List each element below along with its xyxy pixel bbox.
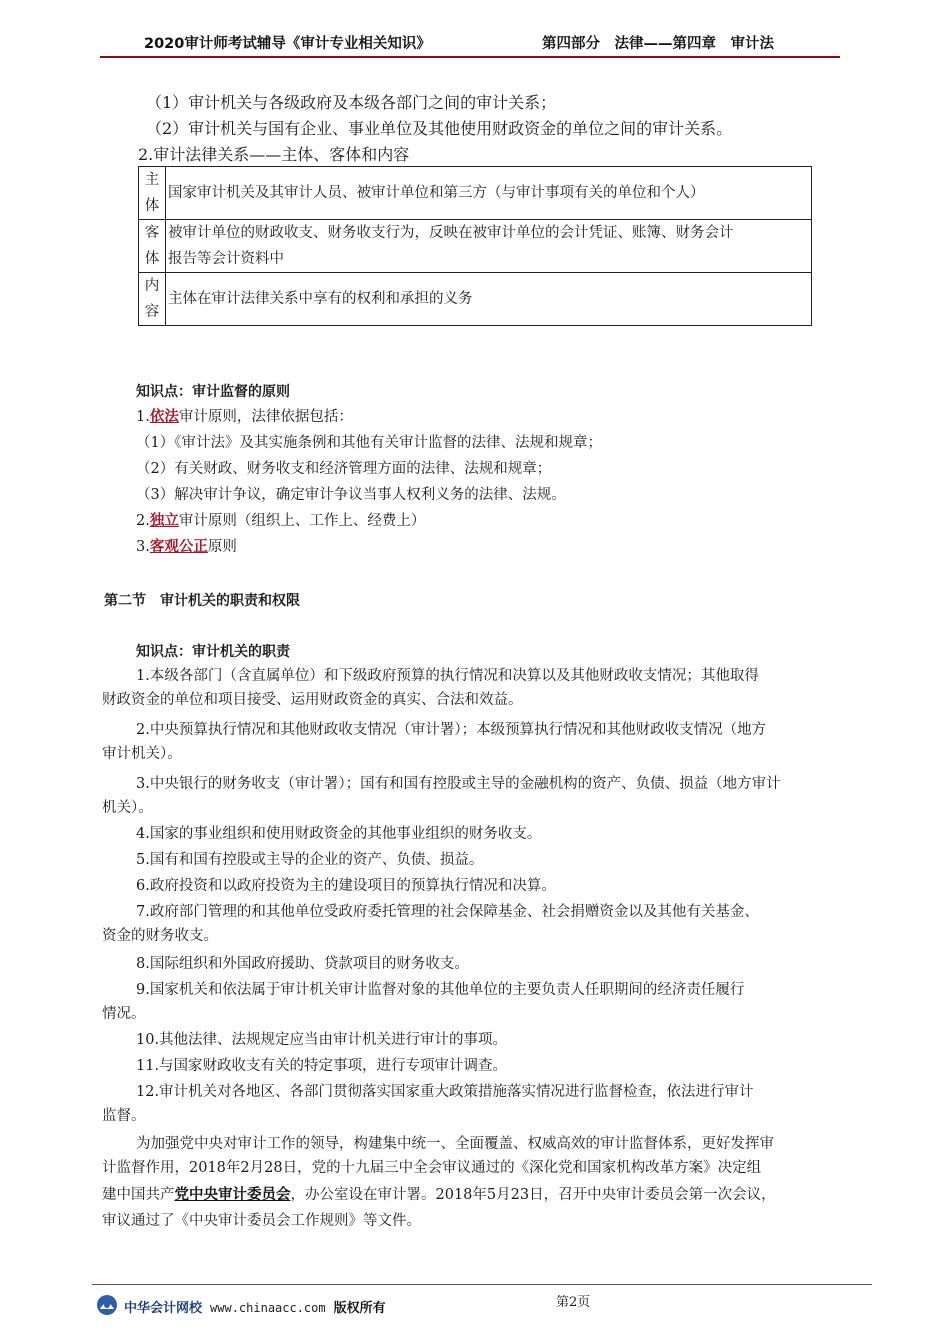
- table-row: [139, 220, 812, 273]
- legal-relation-table: [138, 166, 812, 326]
- header-rule: [100, 56, 840, 58]
- duty-12-line-1: 12.审计机关对各地区、各部门贯彻落实国家重大政策措施落实情况进行监督检查，依法进行审计: [136, 1084, 754, 1100]
- duty-2-line-2: 审计机关）。: [102, 746, 182, 762]
- chinaacc-logo-icon: [96, 1294, 118, 1316]
- duty-9-line-1: 9.国家机关和依法属于审计机关审计监督对象的其他单位的主要负责人任职期间的经济责任履行: [136, 982, 745, 998]
- intro-line-1: （1）审计机关与各级政府及本级各部门之间的审计关系；: [146, 93, 557, 112]
- footer-rule: [92, 1284, 872, 1285]
- page-header: [100, 30, 840, 54]
- duty-3-line-2: 机关）。: [102, 800, 153, 816]
- duty-7-line-1: 7.政府部门管理的和其他单位受政府委托管理的社会保障基金、社会捐赠资金以及其他有关基金、: [136, 904, 759, 920]
- table-value-cell: 国家审计机关及其审计人员、被审计单位和第三方（与审计事项有关的单位和个人）: [166, 167, 812, 220]
- principles-heading: 知识点：审计监督的原则: [136, 384, 290, 400]
- duty-7-line-2: 资金的财务收支。: [102, 928, 218, 944]
- page-number: 第2页: [556, 1295, 591, 1310]
- footer-rights: 版权所有: [333, 1301, 386, 1316]
- duty-6: 6.政府投资和以政府投资为主的建设项目的预算执行情况和决算。: [136, 878, 556, 894]
- footer-brand: [124, 1297, 386, 1316]
- principle-1-basis-1: （1）《审计法》及其实施条例和其他有关审计监督的法律、法规和规章；: [136, 435, 602, 451]
- duty-12-line-2: 监督。: [102, 1108, 146, 1124]
- table-key-cell: 主 体: [139, 167, 166, 220]
- table-key-cell: 内 容: [139, 273, 166, 326]
- duty-2-line-1: 2.中央预算执行情况和其他财政收支情况（审计署）；本级预算执行情况和其他财政收支情况（地方: [136, 722, 767, 738]
- keyword-objective-fair: 客观公正: [149, 538, 208, 555]
- header-book-title: 2020审计师考试辅导《审计专业相关知识》: [144, 36, 431, 52]
- footer-brand-name: 中华会计网校: [124, 1301, 203, 1316]
- closing-para-line-2: 计监督作用，2018年2月28日，党的十九届三中全会审议通过的《深化党和国家机构改革方案》决定组: [102, 1160, 762, 1176]
- duty-11: 11.与国家财政收支有关的特定事项，进行专项审计调查。: [136, 1058, 508, 1074]
- table-row: [139, 167, 812, 220]
- table-row: [139, 273, 812, 326]
- principle-1-basis-3: （3）解决审计争议，确定审计争议当事人权利义务的法律、法规。: [136, 487, 566, 503]
- table-key-cell: 客 体: [139, 220, 166, 273]
- keyword-central-audit-committee: 党中央审计委员会: [174, 1186, 291, 1203]
- keyword-lawful: 依法: [149, 408, 179, 425]
- duty-1-line-2: 财政资金的单位和项目接受、运用财政资金的真实、合法和效益。: [102, 692, 523, 708]
- duty-4: 4.国家的事业组织和使用财政资金的其他事业组织的财务收支。: [136, 826, 542, 842]
- principle-1-basis-2: （2）有关财政、财务收支和经济管理方面的法律、法规和规章；: [136, 461, 552, 477]
- duty-1-line-1: 1.本级各部门（含直属单位）和下级政府预算的执行情况和决算以及其他财政收支情况；其他取得: [136, 668, 759, 684]
- intro-line-2: （2）审计机关与国有企业、事业单位及其他使用财政资金的单位之间的审计关系。: [146, 119, 733, 138]
- section-title: 第二节 审计机关的职责和权限: [104, 593, 300, 609]
- principle-1: 1.依法审计原则，法律依据包括：: [136, 408, 353, 425]
- principle-2: 2.独立审计原则（组织上、工作上、经费上）: [136, 512, 426, 529]
- intro-line-3: 2.审计法律关系——主体、客体和内容: [138, 145, 410, 164]
- duty-10: 10.其他法律、法规规定应当由审计机关进行审计的事项。: [136, 1032, 508, 1048]
- principle-3: 3.客观公正原则: [136, 538, 237, 555]
- header-chapter-title: 第四部分 法律——第四章 审计法: [542, 36, 774, 52]
- duty-3-line-1: 3.中央银行的财务收支（审计署）；国有和国有控股或主导的金融机构的资产、负债、损益（地方审计: [136, 776, 781, 792]
- duty-9-line-2: 情况。: [102, 1006, 146, 1022]
- table-value-cell: 主体在审计法律关系中享有的权利和承担的义务: [166, 273, 812, 326]
- duty-5: 5.国有和国有控股或主导的企业的资产、负债、损益。: [136, 852, 484, 868]
- footer-url[interactable]: www.chinaacc.com: [210, 1301, 326, 1315]
- closing-para-line-4: 审议通过了《中央审计委员会工作规则》等文件。: [102, 1213, 421, 1229]
- closing-para-line-1: 为加强党中央对审计工作的领导，构建集中统一、全面覆盖、权威高效的审计监督体系，更好发挥审: [136, 1136, 774, 1152]
- duty-8: 8.国际组织和外国政府援助、贷款项目的财务收支。: [136, 956, 469, 972]
- keyword-independent: 独立: [149, 512, 179, 529]
- closing-para-line-3: 建中国共产党中央审计委员会，办公室设在审计署。2018年5月23日，召开中央审计委员会第一次会议，: [102, 1186, 776, 1203]
- table-value-cell: 被审计单位的财政收支、财务收支行为，反映在被审计单位的会计凭证、账簿、财务会计 报告等会计资料中: [166, 220, 812, 273]
- duties-heading: 知识点：审计机关的职责: [136, 644, 290, 660]
